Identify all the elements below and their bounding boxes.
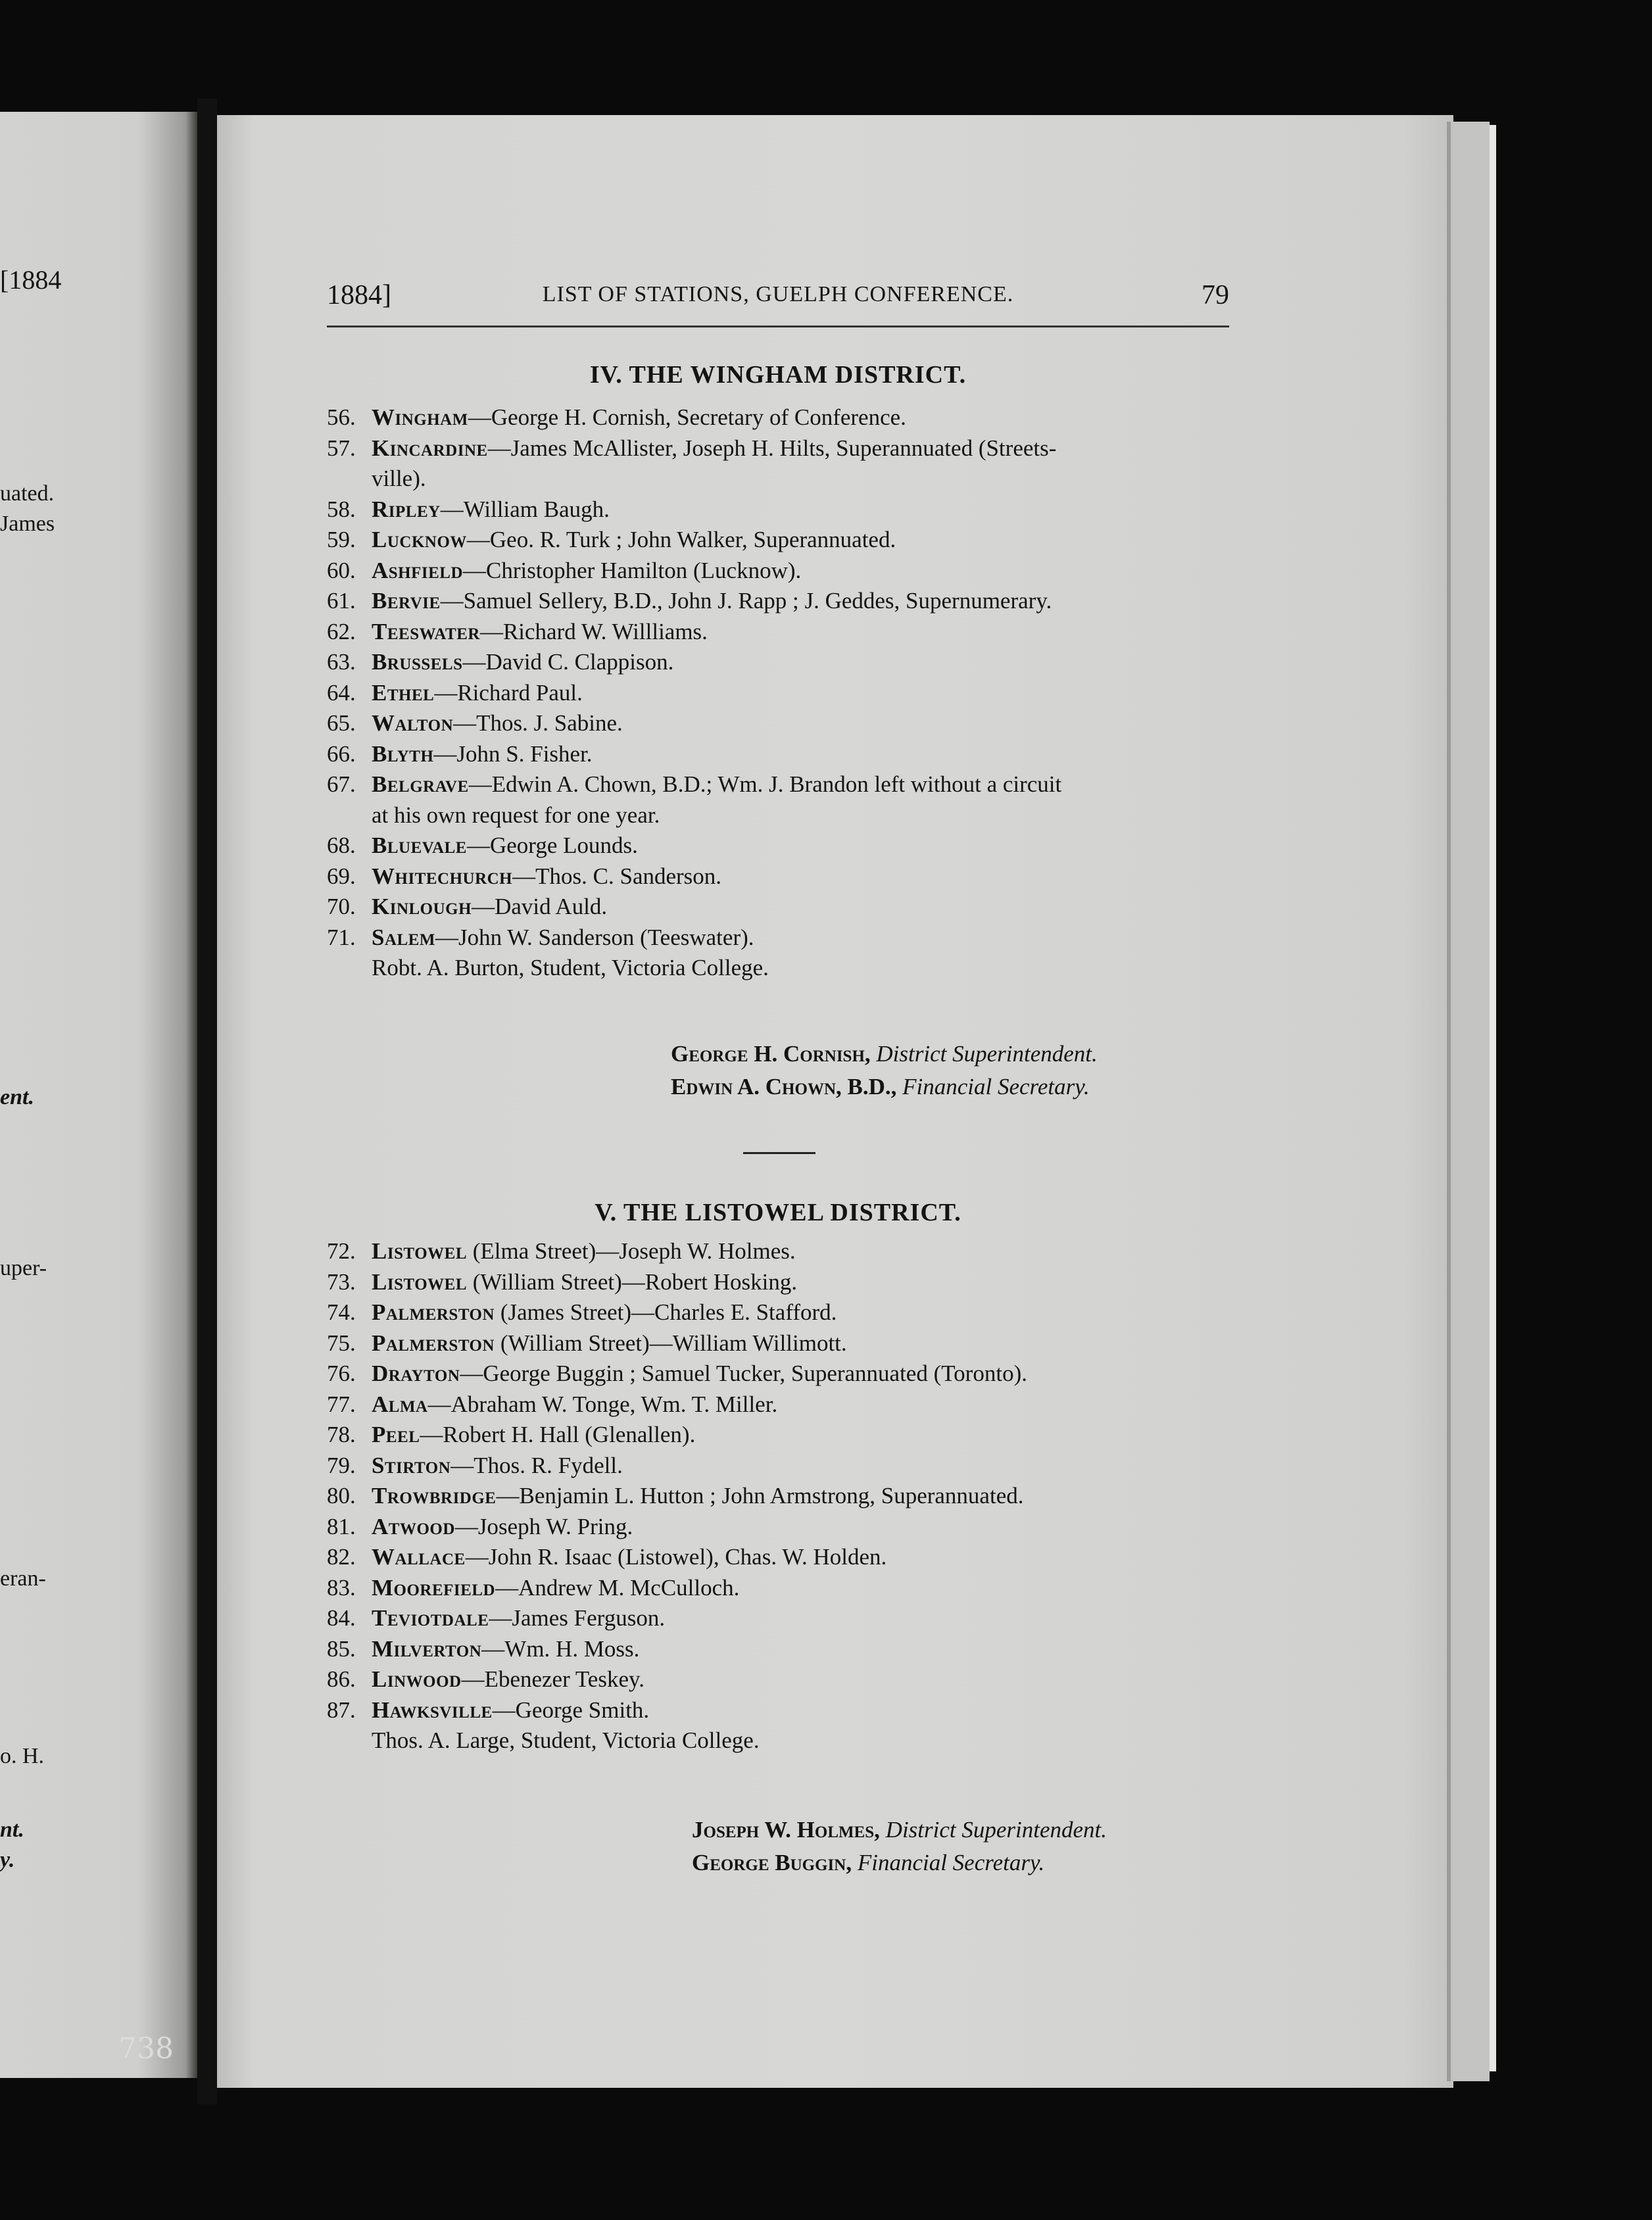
district-superintendent: George H. Cornish, District Superintendent. [671, 1041, 1098, 1067]
left-page-text: uated. [0, 481, 55, 506]
station-ministers: —Abraham W. Tonge, Wm. T. Miller. [427, 1391, 778, 1417]
station-number: 75. [327, 1330, 356, 1356]
header-year: 1884] [327, 280, 391, 310]
station-name: Stirton [372, 1452, 451, 1478]
student-line: Thos. A. Large, Student, Victoria College. [372, 1727, 760, 1753]
station-entry [327, 1328, 1234, 1359]
station-name: Kinlough [372, 894, 472, 919]
page-number: 79 [1202, 280, 1229, 310]
station-entry [327, 1451, 1234, 1482]
station-name: Wallace [372, 1544, 466, 1570]
station-name: Drayton [372, 1361, 460, 1386]
station-entry [327, 1664, 1234, 1695]
station-name: Brussels [372, 649, 463, 675]
station-ministers: —John S. Fisher. [433, 740, 593, 767]
station-ministers: —George Smith. [492, 1697, 650, 1723]
station-name: Linwood [372, 1666, 462, 1692]
station-ministers: —Samuel Sellery, B.D., John J. Rapp ; J. Geddes, Supernumerary. [440, 588, 1052, 614]
header-title: LIST OF STATIONS, GUELPH CONFERENCE. [542, 282, 1014, 306]
station-ministers: —John R. Isaac (Listowel), Chas. W. Holden. [465, 1544, 887, 1570]
station-entry [327, 1512, 1234, 1543]
station-name: Hawksville [372, 1697, 493, 1723]
station-list-listowel [327, 1236, 1234, 1756]
station-entry [327, 1420, 1234, 1451]
station-ministers: (William Street)—William Willimott. [495, 1330, 847, 1356]
station-name: Belgrave [372, 771, 469, 797]
station-number: 83. [327, 1574, 356, 1601]
station-name: Whitechurch [372, 863, 513, 889]
station-name: Ripley [372, 496, 441, 522]
station-name: Palmerston [372, 1330, 495, 1356]
left-page-text: [1884 [0, 265, 62, 295]
financial-secretary: George Buggin, Financial Secretary. [692, 1850, 1045, 1875]
station-entry [327, 1603, 1234, 1634]
station-number: 85. [327, 1635, 356, 1662]
station-ministers: (Elma Street)—Joseph W. Holmes. [467, 1238, 796, 1264]
station-number: 67. [327, 771, 356, 797]
running-header [327, 273, 1229, 326]
station-name: Listowel [372, 1238, 467, 1264]
station-ministers: —Christopher Hamilton (Lucknow). [463, 557, 802, 583]
district-heading-listowel: V. THE LISTOWEL DISTRICT. [595, 1199, 961, 1226]
station-number: 79. [327, 1452, 356, 1478]
station-ministers: —Geo. R. Turk ; John Walker, Superannuated. [466, 527, 896, 552]
station-number: 60. [327, 557, 356, 583]
station-entry [327, 769, 1234, 831]
station-continuation: ville). [372, 466, 426, 491]
station-entry [327, 617, 1234, 648]
student-line: Robt. A. Burton, Student, Victoria College. [372, 955, 769, 980]
station-name: Salem [372, 924, 435, 950]
station-ministers: —John W. Sanderson (Teeswater). [435, 924, 754, 950]
left-page-text: y. [0, 1848, 15, 1872]
header-rule [327, 326, 1229, 327]
station-name: Lucknow [372, 527, 467, 552]
station-entry [327, 647, 1234, 678]
station-ministers: —George H. Cornish, Secretary of Conference. [468, 404, 906, 430]
station-number: 70. [327, 894, 356, 919]
station-ministers: —Thos. R. Fydell. [450, 1452, 623, 1478]
station-name: Teviotdale [372, 1605, 489, 1631]
station-entry [327, 433, 1234, 495]
station-name: Bluevale [372, 832, 467, 858]
station-name: Peel [372, 1422, 420, 1447]
book-gutter [197, 99, 217, 2104]
station-entry [327, 556, 1234, 587]
station-entry [327, 1359, 1234, 1389]
left-page-text: ent. [0, 1085, 34, 1109]
station-continuation: at his own request for one year. [372, 802, 660, 828]
station-number: 78. [327, 1422, 356, 1447]
station-ministers: —Andrew M. McCulloch. [495, 1574, 740, 1601]
station-number: 62. [327, 618, 356, 644]
station-entry [327, 1389, 1234, 1420]
station-entry [327, 586, 1234, 617]
left-page-text: James [0, 512, 55, 536]
station-entry [327, 1297, 1234, 1328]
left-page-text: nt. [0, 1818, 24, 1842]
left-page-text: o. H. [0, 1744, 45, 1768]
station-number: 64. [327, 679, 356, 706]
station-name: Trowbridge [372, 1483, 497, 1508]
district-superintendent: Joseph W. Holmes, District Superintendent. [692, 1817, 1107, 1843]
station-ministers: (William Street)—Robert Hosking. [467, 1268, 798, 1295]
margin-pencil-mark: 738 [118, 2032, 174, 2065]
station-ministers: —James McAllister, Joseph H. Hilts, Superannuated (Streets- [487, 435, 1057, 461]
station-entry [327, 923, 1234, 953]
station-entry [327, 1542, 1234, 1573]
station-entry [327, 1267, 1234, 1298]
page-edge [1453, 122, 1490, 2081]
station-ministers: —Thos. C. Sanderson. [512, 863, 722, 889]
station-number: 63. [327, 649, 356, 675]
station-ministers: —Edwin A. Chown, B.D.; Wm. J. Brandon left without a circuit [468, 771, 1062, 797]
station-entry [327, 1573, 1234, 1604]
station-number: 82. [327, 1544, 356, 1570]
station-name: Alma [372, 1391, 428, 1417]
financial-secretary: Edwin A. Chown, B.D., Financial Secretary. [671, 1074, 1090, 1099]
station-entry [327, 739, 1234, 770]
station-name: Teeswater [372, 618, 480, 644]
station-number: 77. [327, 1391, 356, 1417]
station-number: 80. [327, 1483, 356, 1508]
station-name: Milverton [372, 1635, 482, 1662]
station-list-wingham [327, 402, 1234, 984]
station-name: Bervie [372, 588, 441, 614]
station-ministers: —Thos. J. Sabine. [453, 710, 623, 736]
station-entry [327, 495, 1234, 525]
station-number: 56. [327, 404, 356, 430]
station-number: 84. [327, 1605, 356, 1631]
station-entry [327, 1695, 1234, 1726]
left-page-text: eran- [0, 1566, 46, 1591]
station-number: 65. [327, 710, 356, 736]
station-number: 57. [327, 435, 356, 461]
officers-listowel [692, 1814, 1238, 1879]
station-number: 76. [327, 1361, 356, 1386]
section-separator [743, 1152, 815, 1154]
station-ministers: —George Buggin ; Samuel Tucker, Superannuated (Toronto). [460, 1361, 1027, 1386]
station-ministers: —Richard Paul. [434, 679, 583, 706]
station-number: 71. [327, 924, 356, 950]
station-ministers: —David Auld. [472, 894, 608, 919]
district-heading-wingham: IV. THE WINGHAM DISTRICT. [589, 361, 967, 389]
station-ministers: —Richard W. Willliams. [479, 618, 708, 644]
station-name: Atwood [372, 1513, 455, 1539]
station-number: 61. [327, 588, 356, 614]
station-name: Moorefield [372, 1574, 496, 1601]
station-number: 87. [327, 1697, 356, 1723]
station-ministers: —Benjamin L. Hutton ; John Armstrong, Superannuated. [496, 1483, 1024, 1508]
station-entry [327, 402, 1234, 433]
station-entry [327, 678, 1234, 709]
station-ministers: —Robert H. Hall (Glenallen). [420, 1422, 696, 1447]
station-entry [327, 831, 1234, 861]
left-page-text: uper- [0, 1256, 47, 1280]
station-number: 72. [327, 1238, 356, 1264]
station-entry [327, 861, 1234, 892]
station-entry [327, 525, 1234, 556]
station-name: Listowel [372, 1268, 467, 1295]
station-ministers: —Wm. H. Moss. [481, 1635, 640, 1662]
station-name: Blyth [372, 740, 434, 767]
station-number: 74. [327, 1299, 356, 1325]
station-entry [327, 892, 1234, 923]
station-ministers: —Joseph W. Pring. [454, 1513, 633, 1539]
station-name: Ashfield [372, 557, 464, 583]
station-number: 58. [327, 496, 356, 522]
station-number: 86. [327, 1666, 356, 1692]
station-number: 81. [327, 1513, 356, 1539]
officers-wingham [671, 1038, 1236, 1103]
station-entry [327, 708, 1234, 739]
station-entry [327, 1634, 1234, 1665]
station-number: 59. [327, 527, 356, 552]
page-edge [1447, 122, 1451, 2081]
station-number: 68. [327, 832, 356, 858]
station-ministers: —William Baugh. [440, 496, 610, 522]
station-ministers: —David C. Clappison. [462, 649, 674, 675]
station-ministers: (James Street)—Charles E. Stafford. [495, 1299, 837, 1325]
station-name: Kincardine [372, 435, 488, 461]
left-page-fragment [0, 112, 197, 2078]
station-number: 66. [327, 740, 356, 767]
station-ministers: —James Ferguson. [489, 1605, 666, 1631]
station-entry [327, 1481, 1234, 1512]
page-edge [1490, 125, 1496, 2071]
station-entry [327, 1236, 1234, 1267]
station-number: 73. [327, 1268, 356, 1295]
station-number: 69. [327, 863, 356, 889]
station-ministers: —George Lounds. [466, 832, 638, 858]
station-name: Walton [372, 710, 454, 736]
station-name: Palmerston [372, 1299, 495, 1325]
station-ministers: —Ebenezer Teskey. [461, 1666, 644, 1692]
station-name: Ethel [372, 679, 435, 706]
station-name: Wingham [372, 404, 468, 430]
